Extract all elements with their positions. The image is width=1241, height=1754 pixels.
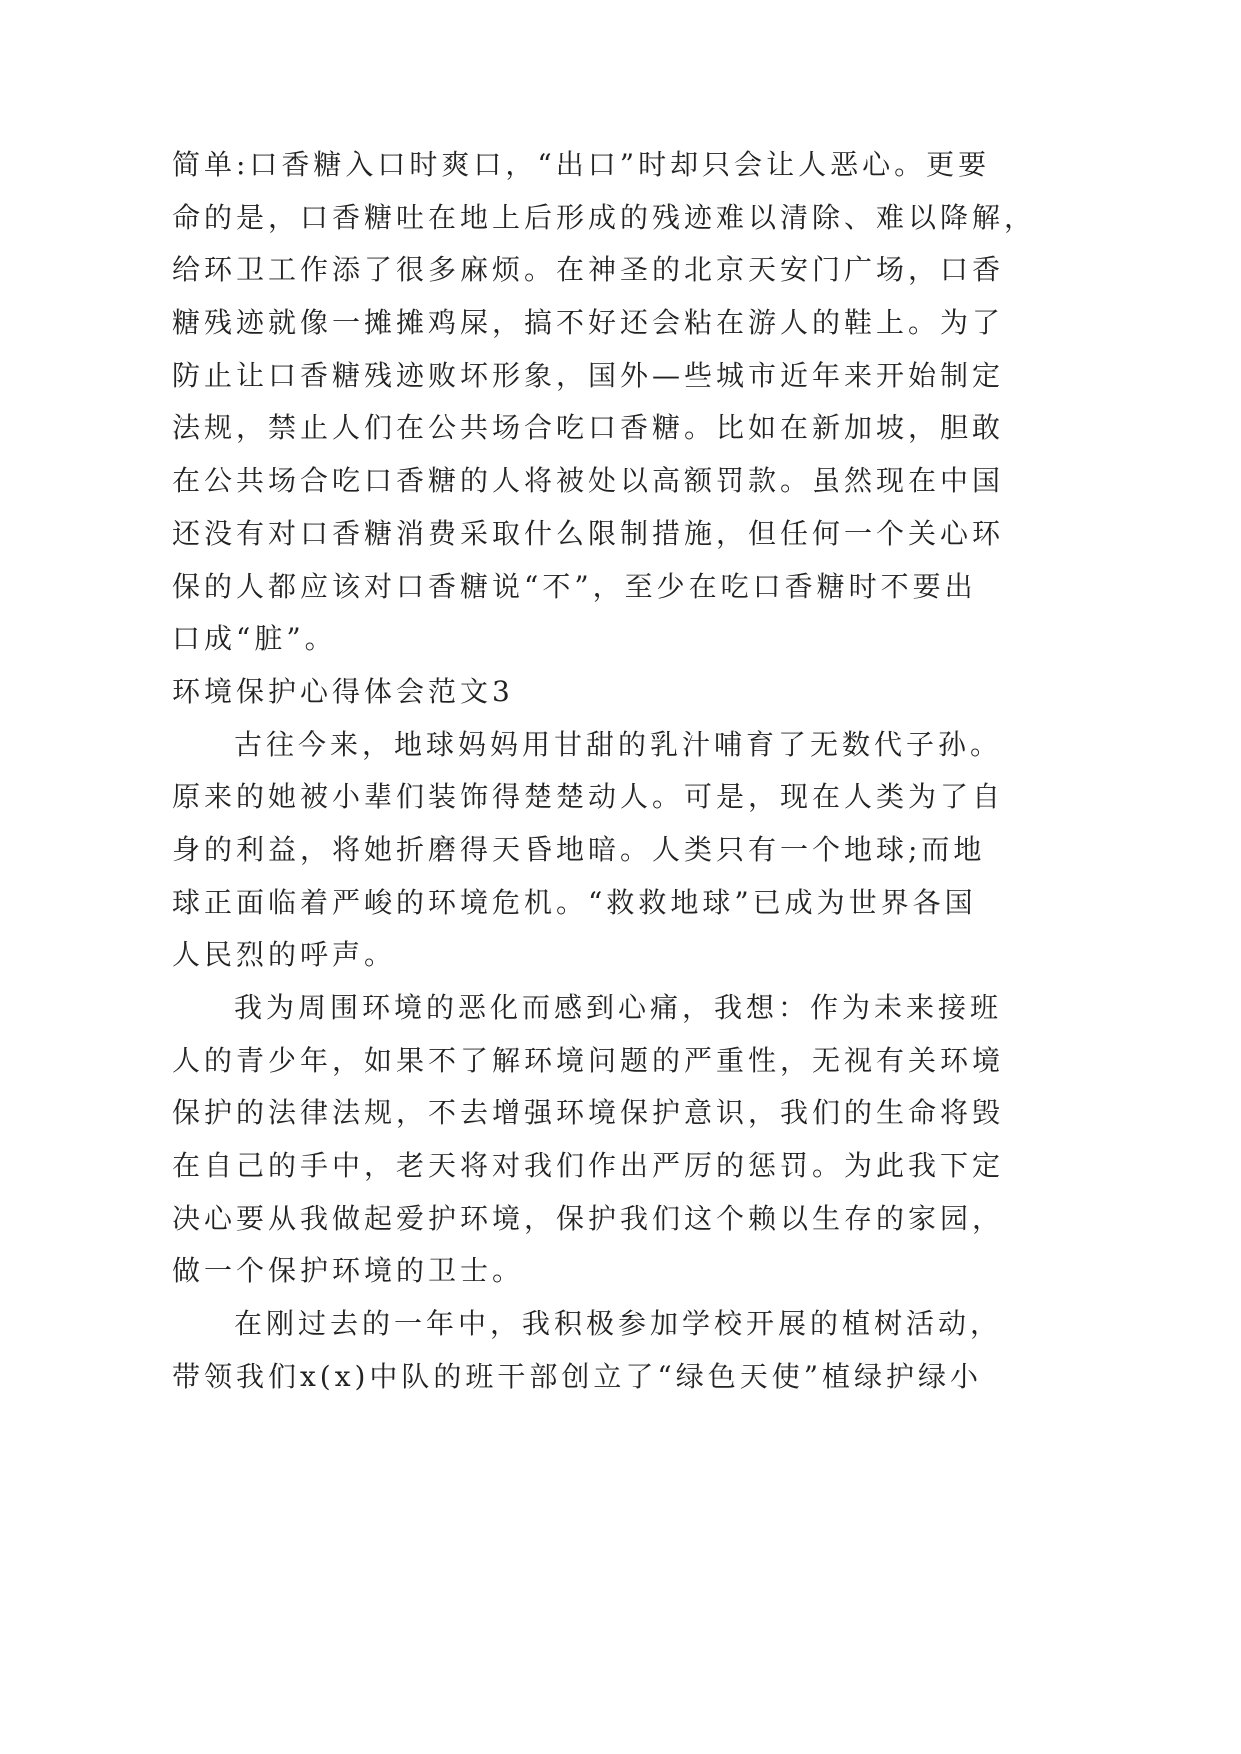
text-line: 带领我们x(x)中队的班干部创立了“绿色天使”植绿护绿小 [172,1359,983,1393]
text-line: 我为周围环境的恶化而感到心痛，我想：作为未来接班 [234,991,1003,1024]
document-body [172,139,1037,1404]
text-line: 保护的法律法规，不去增强环境保护意识，我们的生命将毁 [172,1096,1005,1130]
text-line: 在公共场合吃口香糖的人将被处以高额罚款。虽然现在中国 [172,464,1005,498]
text-line: 身的利益，将她折磨得天昏地暗。人类只有一个地球;而地 [172,832,986,866]
text-line: 保的人都应该对口香糖说“不”，至少在吃口香糖时不要出 [172,569,977,603]
continued-paragraph [172,139,1037,666]
paragraph [172,1298,1003,1403]
text-line: 口成“脏”。 [172,622,337,656]
text-line: 糖残迹就像一摊摊鸡屎，搞不好还会粘在游人的鞋上。为了 [172,306,1005,340]
text-line: 原来的她被小辈们装饰得楚楚动人。可是，现在人类为了自 [172,780,1005,814]
text-line: 命的是，口香糖吐在地上后形成的残迹难以清除、难以降解， [172,200,1037,234]
paragraph [172,719,1005,982]
text-line: 人民烈的呼声。 [172,938,397,972]
text-line: 给环卫工作添了很多麻烦。在神圣的北京天安门广场，口香 [172,253,1005,287]
text-line: 还没有对口香糖消费采取什么限制措施，但任何一个关心环 [172,516,1005,550]
text-line: 古往今来，地球妈妈用甘甜的乳汁哺育了无数代子孙。 [234,727,1003,761]
text-line: 法规，禁止人们在公共场合吃口香糖。比如在新加坡，胆敢 [172,411,1005,445]
text-line: 决心要从我做起爱护环境，保护我们这个赖以生存的家园， [172,1201,1005,1235]
section-heading: 环境保护心得体会范文3 [172,674,514,708]
text-line: 做一个保护环境的卫士。 [172,1254,525,1288]
text-line: 球正面临着严峻的环境危机。“救救地球”已成为世界各国 [172,885,977,919]
text-line: 人的青少年，如果不了解环境问题的严重性，无视有关环境 [172,1043,1005,1077]
text-line: 在刚过去的一年中，我积极参加学校开展的植树活动， [234,1307,1003,1341]
paragraph [172,982,1005,1298]
text-line: 防止让口香糖残迹败坏形象，国外—些城市近年来开始制定 [172,358,1005,392]
text-line: 在自己的手中，老天将对我们作出严厉的惩罚。为此我下定 [172,1149,1005,1183]
text-line: 简单:口香糖入口时爽口，“出口”时却只会让人恶心。更要 [172,148,991,181]
